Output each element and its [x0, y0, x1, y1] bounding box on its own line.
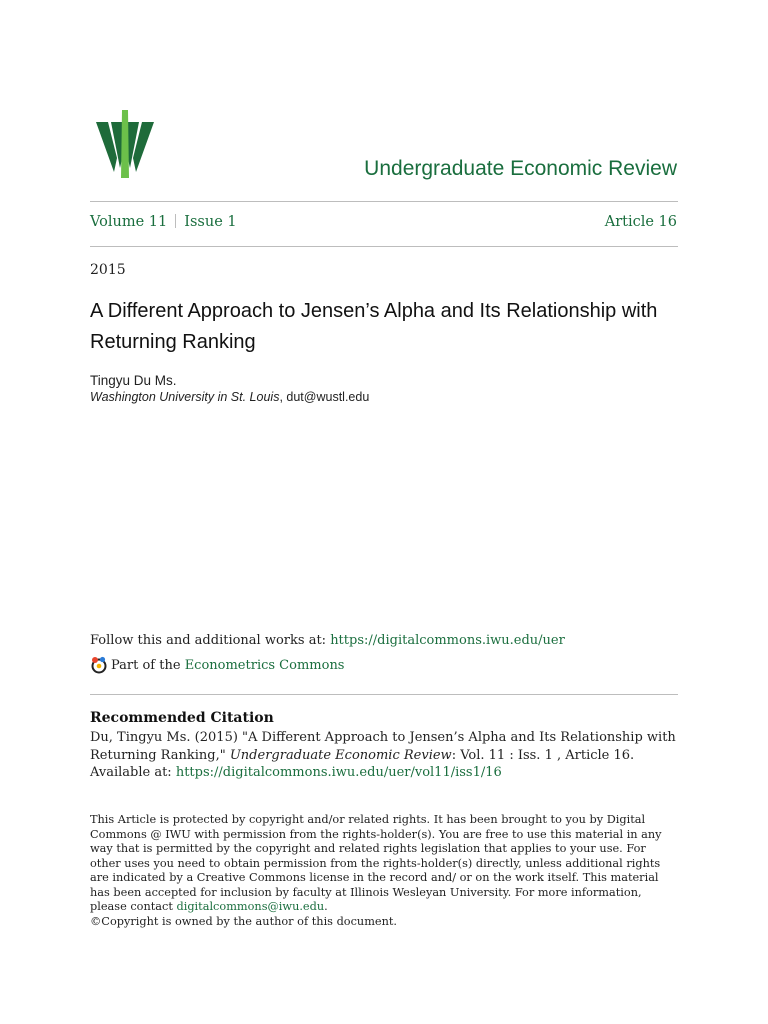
econometrics-commons-link[interactable]: Econometrics Commons [184, 657, 345, 673]
issue-link[interactable]: Issue 1 [184, 214, 237, 230]
article-title: A Different Approach to Jensen’s Alpha and Its Relationship with Returning Ranking [90, 300, 658, 353]
author-affiliation [90, 390, 369, 404]
contact-email-link[interactable]: digitalcommons@iwu.edu [176, 900, 325, 913]
citation-divider [90, 694, 678, 695]
iwu-w-logo-icon [96, 110, 154, 178]
citation-journal: Undergraduate Economic Review [229, 747, 452, 763]
affiliation-name: Washington University in St. Louis [90, 390, 280, 404]
volume-issue-line [90, 214, 237, 230]
available-prefix: Available at: [90, 765, 176, 780]
citation-text [90, 729, 690, 782]
network-commons-icon [90, 656, 108, 674]
citation-part-a: Du, Tingyu Ms. (2015) "A Different Approach to Jensen’s Alpha and Its Relationship with Returning Ranking," [90, 730, 676, 763]
article-number-link[interactable]: Article 16 [604, 214, 677, 230]
header-bottom-divider [90, 246, 678, 247]
copyright-note: ©Copyright is owned by the author of this document. [90, 914, 398, 928]
part-of-line [90, 656, 344, 674]
citation-part-b: : Vol. 11 : Iss. 1 , Article 16. [451, 747, 635, 763]
citation-url-link[interactable]: https://digitalcommons.iwu.edu/uer/vol11/iss1/16 [175, 765, 502, 780]
part-of-prefix: Part of the [111, 657, 181, 673]
recommended-citation-heading: Recommended Citation [90, 710, 274, 726]
author-name: Tingyu Du Ms. [90, 373, 177, 388]
volume-issue-separator [175, 214, 176, 228]
rights-text: This Article is protected by copyright and/or related rights. It has been brought to you by Digital Commons @ IWU with permission from the rights-holder(s). You are free to use this material in any way that is permitted by the copyright and related rights legislation that applies to your use. For other uses you need to obtain permission from the rights-holder(s) directly, unless additional rights are indicated by a Creative Commons license in the record and/ or on the work itself. This material has been accepted for inclusion by faculty at Illinois Wesleyan University. For more information, please contact [90, 813, 662, 913]
follow-line [90, 633, 565, 648]
follow-url-link[interactable]: https://digitalcommons.iwu.edu/uer [330, 633, 565, 648]
author-email: , dut@wustl.edu [279, 390, 370, 404]
volume-link[interactable]: Volume 11 [90, 214, 168, 230]
rights-period: . [324, 900, 328, 913]
rights-statement [90, 813, 680, 929]
journal-title-link[interactable]: Undergraduate Economic Review [364, 157, 677, 180]
header-top-divider [90, 201, 678, 202]
follow-prefix: Follow this and additional works at: [90, 633, 331, 648]
publication-year: 2015 [90, 262, 126, 278]
